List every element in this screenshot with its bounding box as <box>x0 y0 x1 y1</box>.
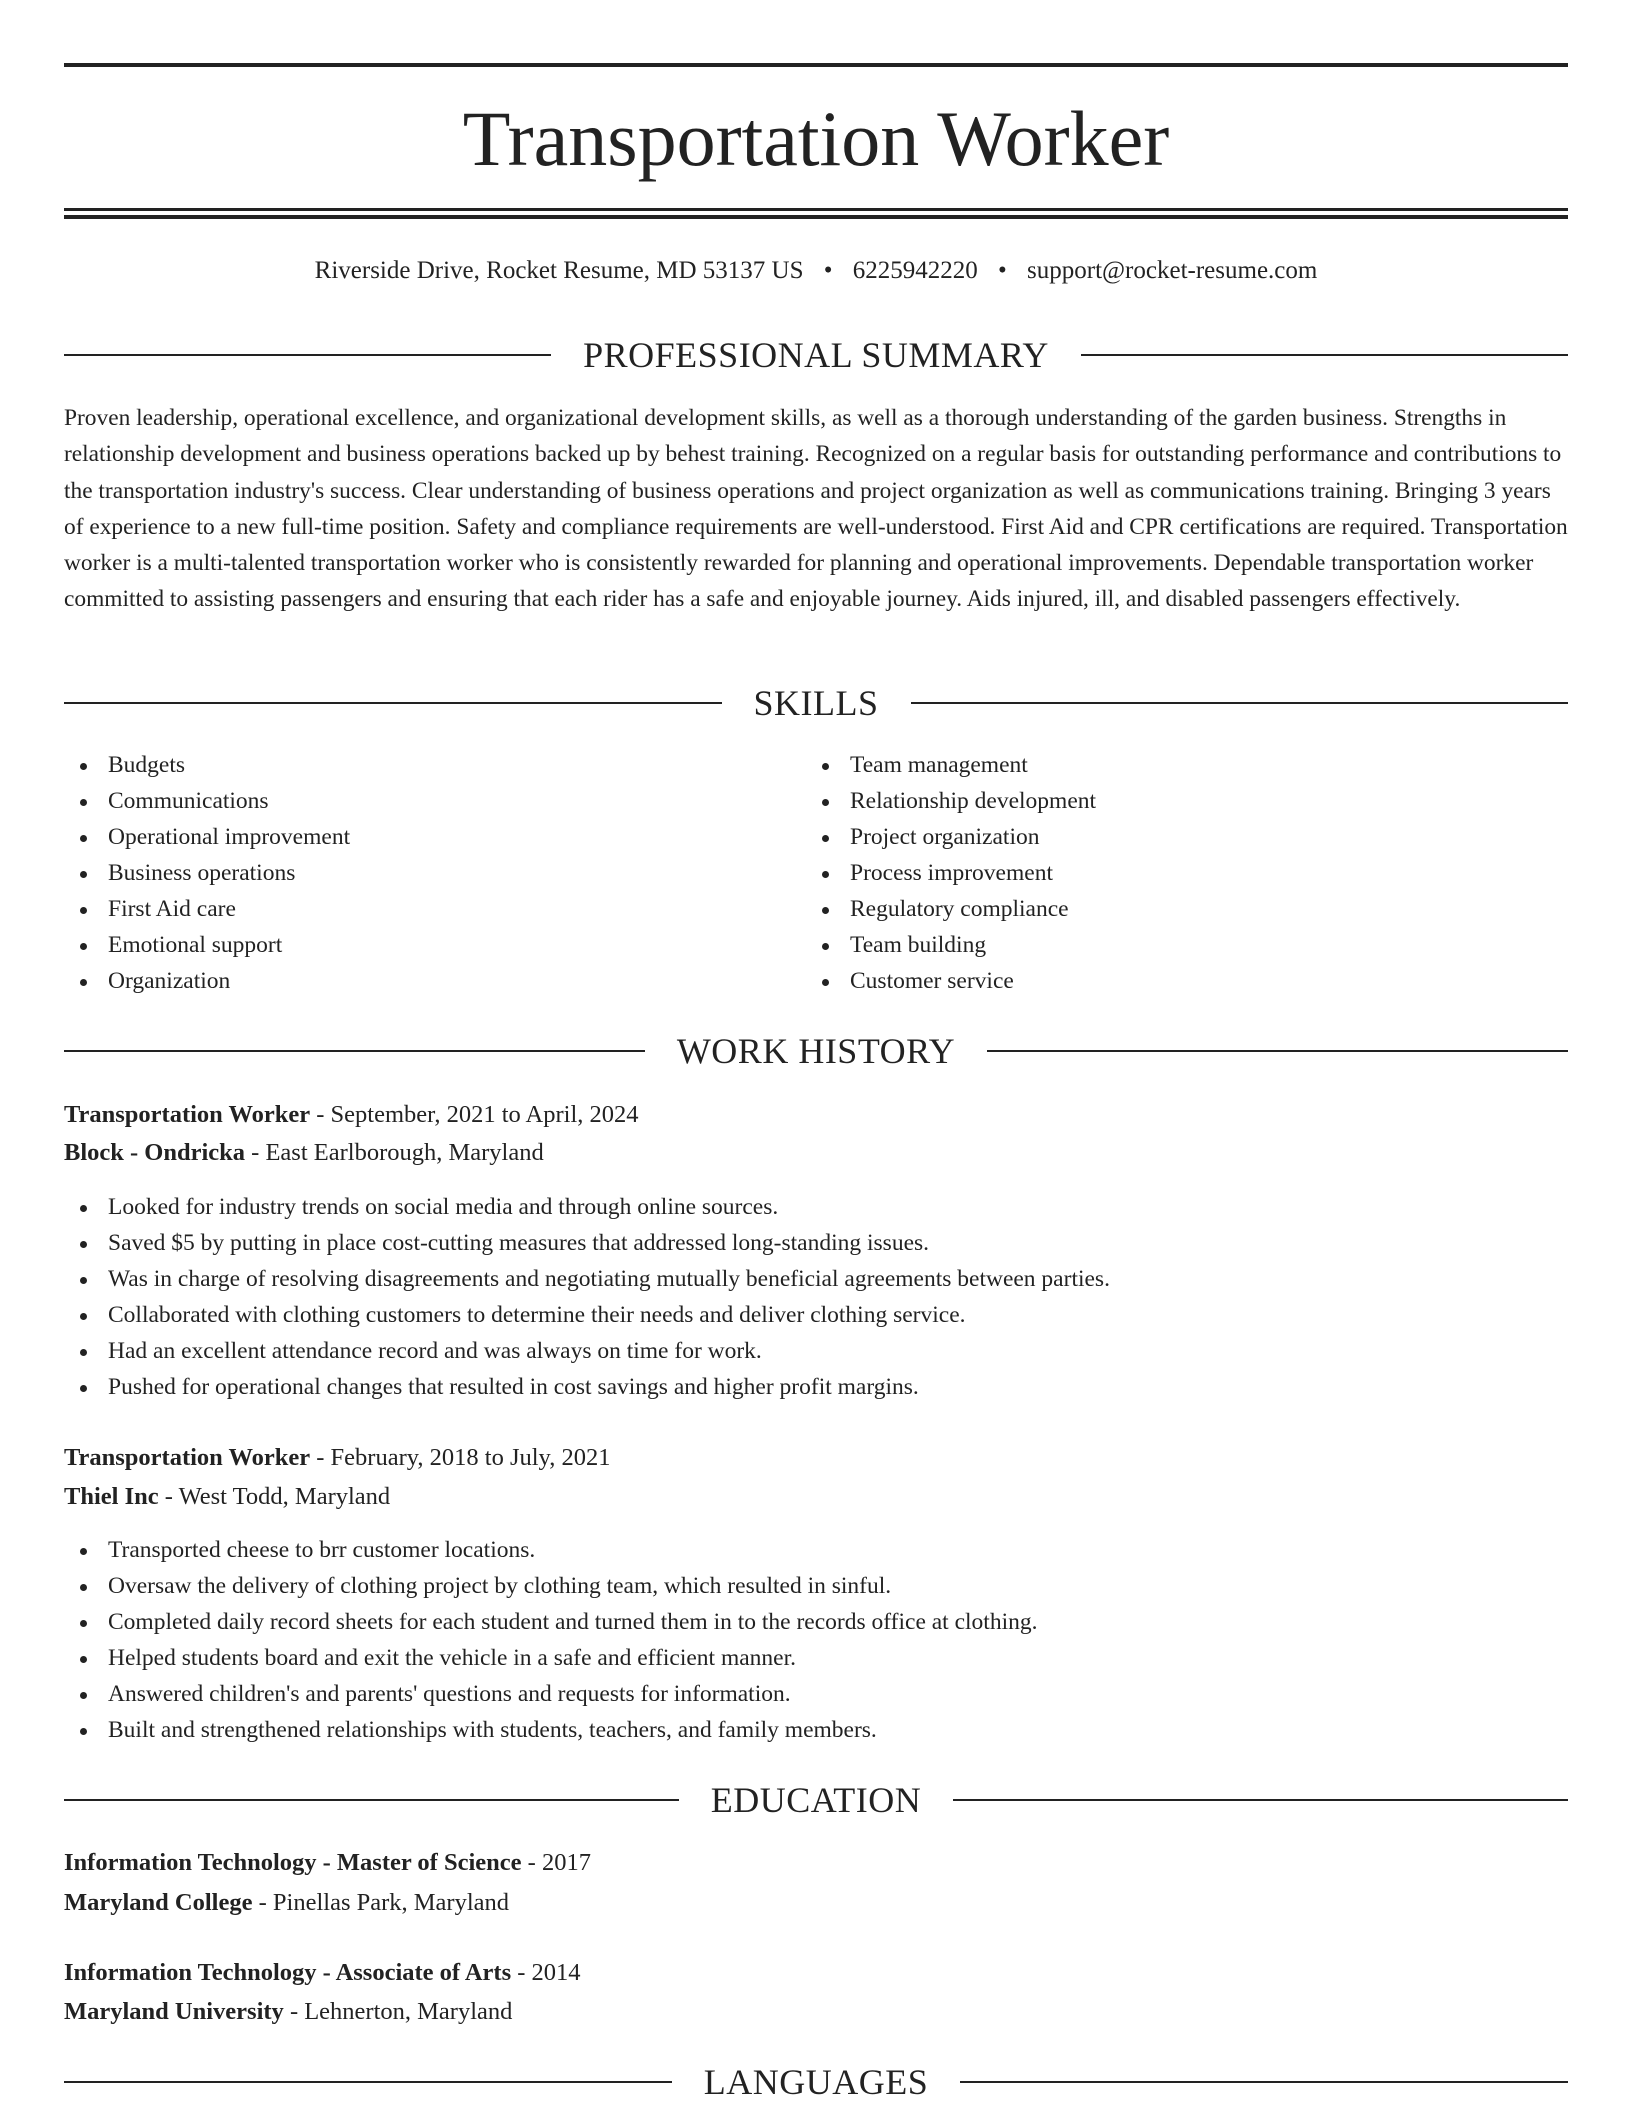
section-header-work <box>64 1029 1568 1073</box>
job-bullet: Had an excellent attendance record and was always on time for work. <box>64 1333 1568 1369</box>
section-title: WORK HISTORY <box>676 1031 956 1071</box>
job-bullet: Oversaw the delivery of clothing project by clothing team, which resulted in sinful. <box>64 1568 1568 1604</box>
resume-name: Transportation Worker <box>462 95 1170 182</box>
education-school: Maryland College <box>64 1889 253 1916</box>
skill-item: Budgets <box>64 747 764 783</box>
section-rule <box>64 1050 645 1052</box>
contact-email: support@rocket-resume.com <box>1027 257 1318 284</box>
contact-address: Riverside Drive, Rocket Resume, MD 53137 US <box>314 257 804 284</box>
job-title-line <box>64 1440 1568 1476</box>
job-location: - East Earlborough, Maryland <box>245 1139 544 1166</box>
skill-item: Operational improvement <box>64 819 764 855</box>
job-bullet: Built and strengthened relationships with students, teachers, and family members. <box>64 1712 1568 1748</box>
job-company: Thiel Inc <box>64 1483 159 1510</box>
skill-item: Communications <box>64 783 764 819</box>
section-rule <box>987 1050 1568 1052</box>
section-rule <box>1081 354 1568 356</box>
contact-line <box>64 256 1568 286</box>
job-bullet: Completed daily record sheets for each student and turned them in to the records office at clothing. <box>64 1604 1568 1640</box>
education-degree-line <box>64 1955 1568 1991</box>
section-title: EDUCATION <box>710 1780 922 1820</box>
job-bullet: Looked for industry trends on social media and through online sources. <box>64 1189 1568 1225</box>
education-degree-line <box>64 1845 1568 1881</box>
job-company-line <box>64 1135 1568 1171</box>
skill-item: Emotional support <box>64 927 764 963</box>
education-location: - Pinellas Park, Maryland <box>252 1889 510 1916</box>
summary-text: Proven leadership, operational excellence, and organizational development skills, as well as a thorough understanding of the garden business. Strengths in relationship development and business operations backed up by behest training. Recognized on a regular basis for outstanding performance and contributions to the transportation industry's success. Clear understanding of business operations and project organization as well as communications training. Bringing 3 years of experience to a new full-time position. Safety and compliance requirements are well-understood. First Aid and CPR certifications are required. Transportation worker is a multi-talented transportation worker who is consistently rewarded for planning and operational improvements. Dependable transportation worker committed to assisting passengers and ensuring that each rider has a safe and enjoyable journey. Aids injured, ill, and disabled passengers effectively. <box>64 405 1568 613</box>
job-dates: - February, 2018 to July, 2021 <box>310 1444 611 1471</box>
job-bullet: Helped students board and exit the vehicle in a safe and efficient manner. <box>64 1640 1568 1676</box>
skill-item: Customer service <box>806 963 1506 999</box>
education-year: - 2017 <box>521 1849 591 1876</box>
job-bullets <box>64 1189 1568 1405</box>
section-header-skills <box>64 681 1568 725</box>
skill-item: Regulatory compliance <box>806 891 1506 927</box>
education-school-line <box>64 1885 1568 1921</box>
job-bullet: Pushed for operational changes that resulted in cost savings and higher profit margins. <box>64 1369 1568 1405</box>
skills-list-right <box>806 747 1506 999</box>
section-rule <box>64 354 551 356</box>
section-rule <box>953 1799 1568 1801</box>
job-company: Block - Ondricka <box>64 1139 246 1166</box>
section-rule <box>960 2081 1568 2083</box>
job-bullet: Saved $5 by putting in place cost-cutting measures that addressed long-standing issues. <box>64 1225 1568 1261</box>
skill-item: Business operations <box>64 855 764 891</box>
skill-item: Organization <box>64 963 764 999</box>
section-rule <box>64 1799 679 1801</box>
section-rule <box>64 702 722 704</box>
section-rule <box>64 2081 672 2083</box>
job-location: - West Todd, Maryland <box>158 1483 391 1510</box>
skill-item: Process improvement <box>806 855 1506 891</box>
section-title: LANGUAGES <box>703 2062 929 2102</box>
double-rule-lower <box>64 215 1568 219</box>
job-bullets <box>64 1532 1568 1748</box>
job-title: Transportation Worker <box>64 1444 311 1471</box>
skill-item: Relationship development <box>806 783 1506 819</box>
skill-item: Team management <box>806 747 1506 783</box>
double-rule-upper <box>64 208 1568 211</box>
education-degree: Information Technology - Master of Science <box>64 1849 522 1876</box>
job-dates: - September, 2021 to April, 2024 <box>310 1101 639 1128</box>
contact-separator: • <box>998 257 1007 284</box>
skills-list-left <box>64 747 764 999</box>
job-bullet: Collaborated with clothing customers to determine their needs and deliver clothing service. <box>64 1297 1568 1333</box>
section-header-education <box>64 1778 1568 1822</box>
education-location: - Lehnerton, Maryland <box>283 1998 513 2025</box>
education-school-line <box>64 1994 1568 2030</box>
education-school: Maryland University <box>64 1998 284 2025</box>
section-rule <box>911 702 1569 704</box>
education-year: - 2014 <box>511 1959 581 1986</box>
job-bullet: Answered children's and parents' questions and requests for information. <box>64 1676 1568 1712</box>
job-title-line <box>64 1097 1568 1133</box>
skill-item: Project organization <box>806 819 1506 855</box>
section-title: SKILLS <box>753 683 879 723</box>
job-company-line <box>64 1479 1568 1515</box>
job-title: Transportation Worker <box>64 1101 311 1128</box>
contact-phone: 6225942220 <box>852 257 978 284</box>
education-degree: Information Technology - Associate of Arts <box>64 1959 512 1986</box>
job-bullet: Was in charge of resolving disagreements and negotiating mutually beneficial agreements between parties. <box>64 1261 1568 1297</box>
section-header-summary <box>64 333 1568 377</box>
section-title: PROFESSIONAL SUMMARY <box>583 335 1049 375</box>
section-header-languages <box>64 2060 1568 2104</box>
job-bullet: Transported cheese to brr customer locations. <box>64 1532 1568 1568</box>
contact-separator: • <box>823 257 833 284</box>
skill-item: First Aid care <box>64 891 764 927</box>
top-rule <box>64 63 1568 67</box>
skill-item: Team building <box>806 927 1506 963</box>
